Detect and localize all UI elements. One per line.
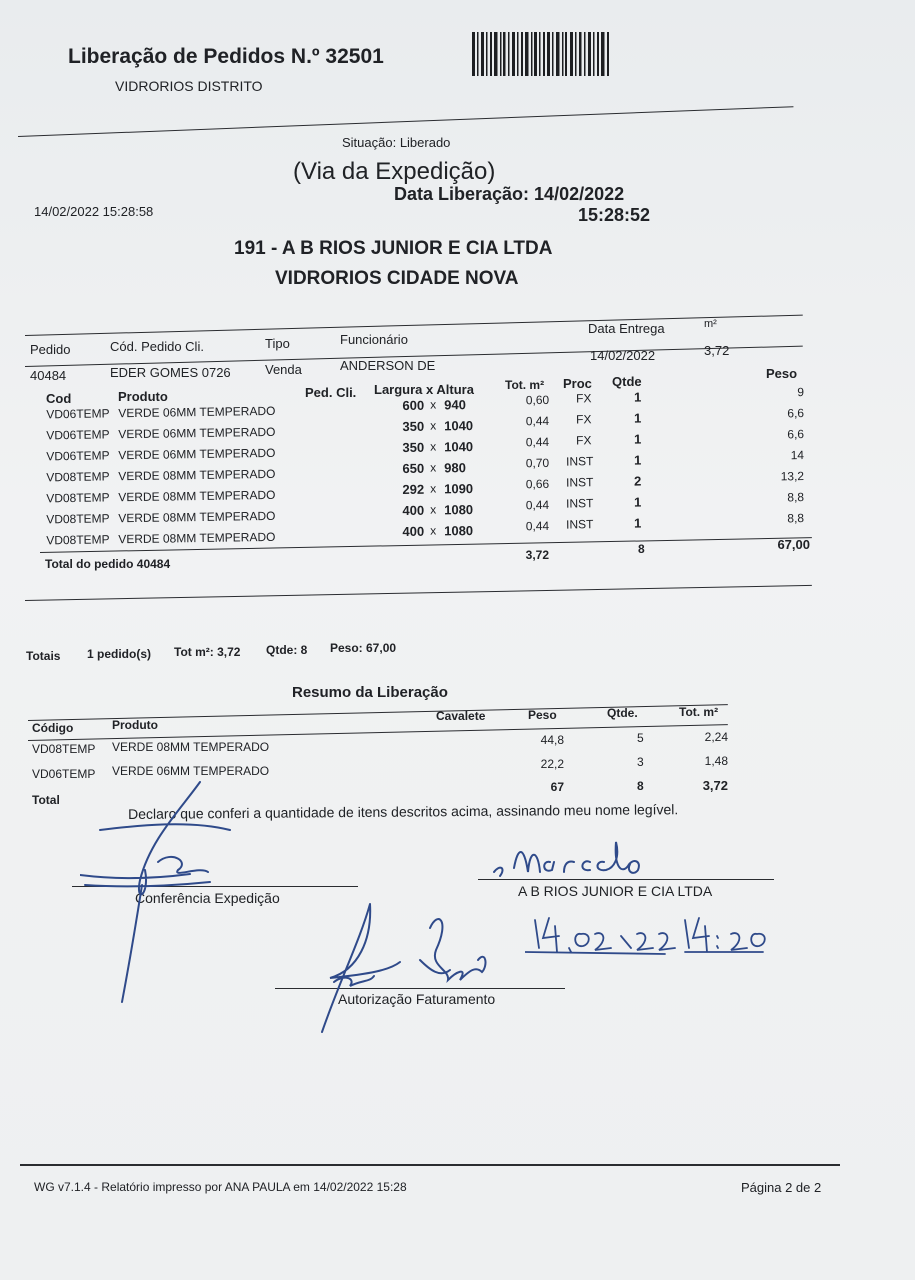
resumo-title: Resumo da Liberação bbox=[292, 684, 448, 701]
resumo-cell-tot-m2: 1,48 bbox=[704, 754, 728, 768]
conferencia-signature bbox=[80, 770, 270, 1010]
cell-tot-m2: 0,60 bbox=[525, 392, 550, 408]
order-top-divider bbox=[25, 315, 803, 336]
totals-label: Totais bbox=[26, 649, 61, 663]
cell-qtde: 1 bbox=[633, 389, 642, 405]
cell-peso: 14 bbox=[790, 448, 805, 463]
cell-tot-m2: 0,70 bbox=[525, 455, 550, 471]
resumo-cell-peso: 44,8 bbox=[540, 733, 564, 747]
release-date: Data Liberação: 14/02/2022 bbox=[394, 184, 625, 204]
col-largura-altura: Largura x Altura bbox=[374, 382, 474, 397]
resumo-cell-codigo: VD06TEMP bbox=[32, 767, 96, 781]
cell-proc: INST bbox=[565, 454, 594, 469]
resumo-col-qtde: Qtde. bbox=[607, 706, 638, 720]
cell-produto: VERDE 08MM TEMPERADO bbox=[118, 508, 276, 526]
cell-produto: VERDE 06MM TEMPERADO bbox=[118, 445, 276, 463]
cell-altura: 1080 bbox=[444, 522, 474, 539]
cell-x: x bbox=[430, 502, 437, 517]
footer-print-info: WG v7.1.4 - Relatório impresso por ANA PAULA em 14/02/2022 15:28 bbox=[34, 1180, 407, 1194]
col-produto: Produto bbox=[118, 389, 168, 404]
cell-peso: 13,2 bbox=[780, 469, 805, 484]
cell-tot-m2: 0,66 bbox=[525, 476, 550, 492]
cell-cod: VD06TEMP bbox=[46, 406, 110, 422]
value-pedido: 40484 bbox=[30, 368, 67, 383]
cell-cod: VD08TEMP bbox=[46, 490, 110, 506]
value-tipo: Venda bbox=[265, 362, 302, 377]
cell-largura: 350 bbox=[402, 439, 425, 456]
label-cod-pedido-cli: Cód. Pedido Cli. bbox=[110, 339, 204, 354]
col-tot-m2: Tot. m² bbox=[505, 378, 545, 392]
resumo-col-produto: Produto bbox=[112, 718, 158, 732]
autorizacao-label: Autorização Faturamento bbox=[338, 991, 496, 1007]
order-total-peso: 67,00 bbox=[777, 537, 810, 552]
resumo-cell-codigo: VD08TEMP bbox=[32, 742, 96, 756]
cell-tot-m2: 0,44 bbox=[525, 413, 550, 429]
resumo-col-cavalete: Cavalete bbox=[436, 709, 486, 723]
totals-qtde: Qtde: 8 bbox=[266, 643, 308, 657]
cell-altura: 1090 bbox=[444, 480, 474, 497]
barcode bbox=[472, 32, 610, 76]
cell-proc: INST bbox=[565, 517, 594, 532]
cell-tot-m2: 0,44 bbox=[525, 497, 550, 513]
cell-altura: 940 bbox=[444, 397, 466, 413]
cell-x: x bbox=[430, 460, 437, 475]
cell-x: x bbox=[430, 481, 437, 496]
resumo-total-m2: 3,72 bbox=[702, 778, 728, 793]
cell-qtde: 1 bbox=[633, 452, 642, 468]
cell-tot-m2: 0,44 bbox=[525, 434, 550, 450]
cell-x: x bbox=[430, 439, 437, 454]
cell-x: x bbox=[430, 418, 437, 433]
value-cod-pedido-cli: EDER GOMES 0726 bbox=[110, 365, 231, 380]
totals-pedidos: 1 pedido(s) bbox=[87, 647, 152, 661]
label-tipo: Tipo bbox=[265, 336, 290, 351]
resumo-cell-produto: VERDE 06MM TEMPERADO bbox=[112, 764, 270, 778]
cell-largura: 600 bbox=[402, 397, 425, 414]
autorizacao-signature bbox=[300, 900, 500, 1040]
cell-x: x bbox=[430, 397, 437, 412]
resumo-col-codigo: Código bbox=[32, 721, 74, 735]
cell-largura: 350 bbox=[402, 418, 425, 435]
cell-proc: INST bbox=[565, 475, 594, 490]
label-pedido: Pedido bbox=[30, 342, 71, 357]
cell-qtde: 1 bbox=[633, 515, 642, 531]
value-funcionario: ANDERSON DE bbox=[340, 358, 436, 373]
client-store: VIDRORIOS CIDADE NOVA bbox=[275, 268, 519, 289]
cell-qtde: 1 bbox=[633, 410, 642, 426]
cell-altura: 1080 bbox=[444, 501, 474, 518]
resumo-cell-tot-m2: 2,24 bbox=[704, 730, 728, 744]
document-title: Liberação de Pedidos N.º 32501 bbox=[68, 45, 384, 68]
cell-largura: 650 bbox=[402, 460, 425, 477]
cell-cod: VD06TEMP bbox=[46, 427, 110, 443]
cell-altura: 980 bbox=[444, 460, 466, 476]
order-total-qtde: 8 bbox=[638, 542, 645, 556]
cell-altura: 1040 bbox=[444, 417, 474, 434]
client-signature bbox=[490, 838, 670, 888]
print-datetime: 14/02/2022 15:28:58 bbox=[34, 204, 154, 219]
conferencia-label: Conferência Expedição bbox=[135, 890, 280, 906]
cell-produto: VERDE 06MM TEMPERADO bbox=[118, 424, 276, 442]
col-qtde: Qtde bbox=[612, 374, 642, 389]
release-time: 15:28:52 bbox=[578, 205, 651, 225]
cell-largura: 292 bbox=[402, 481, 425, 498]
cell-produto: VERDE 08MM TEMPERADO bbox=[118, 487, 276, 505]
cell-proc: FX bbox=[575, 391, 592, 406]
cell-cod: VD06TEMP bbox=[46, 448, 110, 464]
cell-produto: VERDE 08MM TEMPERADO bbox=[118, 529, 276, 547]
cell-peso: 6,6 bbox=[787, 406, 805, 421]
cell-largura: 400 bbox=[402, 523, 425, 540]
resumo-cell-produto: VERDE 08MM TEMPERADO bbox=[112, 740, 270, 754]
resumo-total-peso: 67 bbox=[550, 780, 564, 794]
resumo-cell-peso: 22,2 bbox=[540, 757, 564, 771]
cell-produto: VERDE 06MM TEMPERADO bbox=[118, 403, 276, 421]
cell-proc: FX bbox=[575, 412, 592, 427]
label-m2: m² bbox=[704, 318, 717, 330]
cell-peso: 8,8 bbox=[787, 490, 805, 505]
header-divider bbox=[18, 106, 793, 137]
order-total-label: Total do pedido 40484 bbox=[45, 557, 171, 571]
col-peso: Peso bbox=[766, 366, 798, 381]
declaration-text: Declaro que conferi a quantidade de itens descritos acima, assinando meu nome legível. bbox=[128, 801, 679, 822]
cell-peso: 6,6 bbox=[787, 427, 805, 442]
totals-peso: Peso: 67,00 bbox=[330, 641, 397, 655]
page-number: Página 2 de 2 bbox=[741, 1180, 822, 1195]
company-name: VIDRORIOS DISTRITO bbox=[115, 78, 263, 94]
order-total-m2: 3,72 bbox=[525, 548, 549, 562]
cell-qtde: 1 bbox=[633, 494, 642, 510]
resumo-col-peso: Peso bbox=[528, 708, 557, 722]
resumo-cell-qtde: 3 bbox=[637, 755, 644, 769]
cell-altura: 1040 bbox=[444, 438, 474, 455]
client-signature-label: A B RIOS JUNIOR E CIA LTDA bbox=[518, 883, 713, 899]
resumo-total-label: Total bbox=[32, 793, 60, 807]
cell-proc: FX bbox=[575, 433, 592, 448]
cell-largura: 400 bbox=[402, 502, 425, 519]
cell-cod: VD08TEMP bbox=[46, 532, 110, 548]
cell-qtde: 1 bbox=[633, 431, 642, 447]
order-bottom-divider bbox=[25, 585, 812, 601]
cell-qtde: 2 bbox=[633, 473, 642, 489]
cell-peso: 8,8 bbox=[787, 511, 805, 526]
col-proc: Proc bbox=[563, 376, 592, 391]
cell-peso: 9 bbox=[797, 385, 805, 400]
resumo-total-qtde: 8 bbox=[637, 779, 644, 793]
label-data-entrega: Data Entrega bbox=[588, 321, 665, 336]
col-cod: Cod bbox=[46, 391, 72, 406]
label-funcionario: Funcionário bbox=[340, 332, 408, 347]
totals-tot-m2: Tot m²: 3,72 bbox=[174, 645, 241, 659]
value-data-entrega: 14/02/2022 bbox=[590, 348, 656, 363]
cell-x: x bbox=[430, 523, 437, 538]
handwritten-date bbox=[525, 912, 775, 957]
client-name: 191 - A B RIOS JUNIOR E CIA LTDA bbox=[234, 238, 553, 259]
value-m2: 3,72 bbox=[704, 343, 730, 358]
cell-cod: VD08TEMP bbox=[46, 469, 110, 485]
col-ped-cli: Ped. Cli. bbox=[305, 385, 357, 400]
status-text: Situação: Liberado bbox=[342, 135, 451, 150]
cell-tot-m2: 0,44 bbox=[525, 518, 550, 534]
resumo-col-tot-m2: Tot. m² bbox=[679, 705, 719, 719]
via-label: (Via da Expedição) bbox=[293, 158, 496, 185]
cell-proc: INST bbox=[565, 496, 594, 511]
footer-divider bbox=[20, 1164, 840, 1166]
resumo-cell-qtde: 5 bbox=[637, 731, 644, 745]
cell-cod: VD08TEMP bbox=[46, 511, 110, 527]
cell-produto: VERDE 08MM TEMPERADO bbox=[118, 466, 276, 484]
